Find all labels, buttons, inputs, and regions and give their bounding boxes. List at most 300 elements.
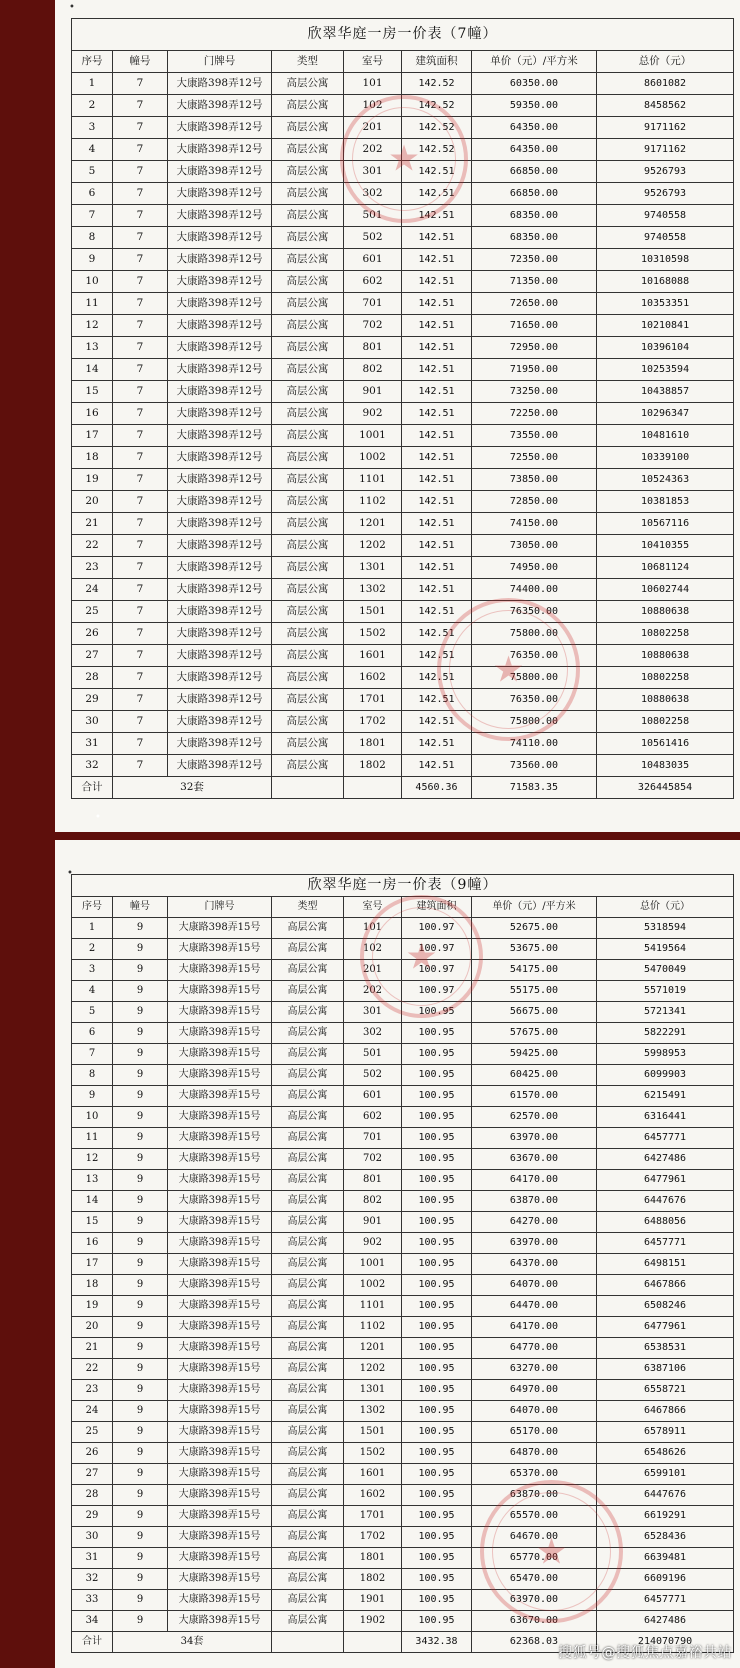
cell-area: 100.95: [402, 1506, 472, 1527]
cell-area: 100.95: [402, 1233, 472, 1254]
cell-type: 高层公寓: [272, 205, 344, 227]
cell-building: 9: [113, 1086, 168, 1107]
cell-total-price: 6528436: [597, 1527, 734, 1548]
cell-area: 100.95: [402, 1548, 472, 1569]
cell-total-price: 6488056: [597, 1212, 734, 1233]
cell-building: 9: [113, 1380, 168, 1401]
cell-seq: 9: [72, 249, 113, 271]
cell-building: 9: [113, 1002, 168, 1023]
cell-address: 大康路398弄12号: [168, 689, 272, 711]
cell-unit-price: 64070.00: [472, 1275, 597, 1296]
cell-building: 7: [113, 755, 168, 777]
total-unit-price: 62368.03: [472, 1632, 597, 1653]
cell-unit-price: 63970.00: [472, 1590, 597, 1611]
cell-seq: 19: [72, 1296, 113, 1317]
cell-seq: 8: [72, 227, 113, 249]
cell-total-price: 6498151: [597, 1254, 734, 1275]
cell-area: 100.95: [402, 1443, 472, 1464]
cell-address: 大康路398弄12号: [168, 95, 272, 117]
cell-total-price: 5571019: [597, 981, 734, 1002]
cell-type: 高层公寓: [272, 1191, 344, 1212]
cell-seq: 11: [72, 293, 113, 315]
price-table-building-7: [71, 18, 734, 799]
cell-area: 100.95: [402, 1149, 472, 1170]
cell-address: 大康路398弄12号: [168, 425, 272, 447]
table-row: [72, 1380, 734, 1401]
cell-room: 1002: [344, 1275, 402, 1296]
cell-type: 高层公寓: [272, 667, 344, 689]
cell-area: 100.95: [402, 1191, 472, 1212]
cell-seq: 34: [72, 1611, 113, 1632]
empty-cell: [272, 777, 344, 799]
cell-total-price: 6467866: [597, 1401, 734, 1422]
table-row: [72, 645, 734, 667]
cell-building: 7: [113, 183, 168, 205]
cell-address: 大康路398弄12号: [168, 579, 272, 601]
cell-area: 100.95: [402, 1464, 472, 1485]
table-row: [72, 1506, 734, 1527]
cell-building: 9: [113, 960, 168, 981]
cell-building: 9: [113, 1233, 168, 1254]
cell-area: 100.95: [402, 1023, 472, 1044]
cell-building: 9: [113, 1107, 168, 1128]
total-price: 326445854: [597, 777, 734, 799]
cell-seq: 25: [72, 1422, 113, 1443]
cell-building: 9: [113, 1212, 168, 1233]
table-row: [72, 918, 734, 939]
table-row: [72, 1044, 734, 1065]
cell-area: 100.95: [402, 1128, 472, 1149]
cell-building: 9: [113, 1170, 168, 1191]
cell-address: 大康路398弄12号: [168, 73, 272, 95]
cell-unit-price: 75800.00: [472, 711, 597, 733]
table-row: [72, 960, 734, 981]
cell-total-price: 6387106: [597, 1359, 734, 1380]
cell-type: 高层公寓: [272, 1023, 344, 1044]
cell-seq: 29: [72, 1506, 113, 1527]
empty-cell: [344, 777, 402, 799]
cell-unit-price: 74400.00: [472, 579, 597, 601]
cell-total-price: 6548626: [597, 1443, 734, 1464]
cell-total-price: 10880638: [597, 645, 734, 667]
cell-type: 高层公寓: [272, 1254, 344, 1275]
cell-building: 7: [113, 359, 168, 381]
scan-mark: •: [67, 868, 73, 879]
cell-unit-price: 76350.00: [472, 689, 597, 711]
cell-address: 大康路398弄12号: [168, 733, 272, 755]
cell-seq: 19: [72, 469, 113, 491]
cell-room: 1502: [344, 623, 402, 645]
table-row: [72, 1128, 734, 1149]
cell-room: 1302: [344, 579, 402, 601]
cell-building: 7: [113, 381, 168, 403]
cell-seq: 25: [72, 601, 113, 623]
cell-type: 高层公寓: [272, 601, 344, 623]
cell-total-price: 6538531: [597, 1338, 734, 1359]
cell-unit-price: 59425.00: [472, 1044, 597, 1065]
cell-unit-price: 73250.00: [472, 381, 597, 403]
empty-cell: [344, 1632, 402, 1653]
cell-unit-price: 72650.00: [472, 293, 597, 315]
cell-area: 142.52: [402, 73, 472, 95]
cell-room: 702: [344, 1149, 402, 1170]
cell-total-price: 9526793: [597, 161, 734, 183]
cell-address: 大康路398弄12号: [168, 623, 272, 645]
cell-area: 100.95: [402, 1107, 472, 1128]
table-row: [72, 117, 734, 139]
cell-building: 7: [113, 95, 168, 117]
cell-area: 100.95: [402, 1380, 472, 1401]
cell-address: 大康路398弄12号: [168, 183, 272, 205]
table-row: [72, 535, 734, 557]
cell-total-price: 6447676: [597, 1191, 734, 1212]
cell-building: 9: [113, 1506, 168, 1527]
header-row: [72, 51, 734, 73]
cell-total-price: 6447676: [597, 1485, 734, 1506]
cell-area: 100.95: [402, 1569, 472, 1590]
cell-room: 1702: [344, 711, 402, 733]
cell-unit-price: 56675.00: [472, 1002, 597, 1023]
cell-area: 142.51: [402, 183, 472, 205]
cell-address: 大康路398弄15号: [168, 1065, 272, 1086]
cell-type: 高层公寓: [272, 918, 344, 939]
cell-seq: 17: [72, 1254, 113, 1275]
cell-area: 142.51: [402, 315, 472, 337]
table-row: [72, 623, 734, 645]
cell-seq: 2: [72, 95, 113, 117]
cell-address: 大康路398弄12号: [168, 205, 272, 227]
cell-unit-price: 73560.00: [472, 755, 597, 777]
col-header-seq: 序号: [72, 897, 113, 918]
cell-total-price: 9171162: [597, 117, 734, 139]
cell-type: 高层公寓: [272, 1002, 344, 1023]
cell-area: 142.51: [402, 359, 472, 381]
cell-building: 7: [113, 667, 168, 689]
cell-area: 142.51: [402, 711, 472, 733]
cell-address: 大康路398弄15号: [168, 1191, 272, 1212]
empty-cell: [272, 1632, 344, 1653]
cell-address: 大康路398弄15号: [168, 1422, 272, 1443]
cell-total-price: 6578911: [597, 1422, 734, 1443]
cell-type: 高层公寓: [272, 425, 344, 447]
cell-address: 大康路398弄12号: [168, 667, 272, 689]
cell-type: 高层公寓: [272, 960, 344, 981]
cell-address: 大康路398弄12号: [168, 755, 272, 777]
cell-seq: 24: [72, 579, 113, 601]
cell-total-price: 6477961: [597, 1170, 734, 1191]
cell-unit-price: 57675.00: [472, 1023, 597, 1044]
cell-area: 100.95: [402, 1401, 472, 1422]
cell-building: 9: [113, 1443, 168, 1464]
cell-type: 高层公寓: [272, 1380, 344, 1401]
cell-area: 142.51: [402, 535, 472, 557]
cell-unit-price: 64770.00: [472, 1338, 597, 1359]
table-row: [72, 447, 734, 469]
cell-seq: 28: [72, 667, 113, 689]
table-row: [72, 425, 734, 447]
cell-unit-price: 60350.00: [472, 73, 597, 95]
cell-seq: 12: [72, 315, 113, 337]
cell-building: 7: [113, 711, 168, 733]
cell-area: 142.51: [402, 271, 472, 293]
total-row: [72, 777, 734, 799]
cell-unit-price: 74150.00: [472, 513, 597, 535]
cell-total-price: 6457771: [597, 1233, 734, 1254]
cell-address: 大康路398弄12号: [168, 337, 272, 359]
cell-area: 142.51: [402, 755, 472, 777]
cell-address: 大康路398弄15号: [168, 981, 272, 1002]
cell-type: 高层公寓: [272, 249, 344, 271]
cell-room: 301: [344, 1002, 402, 1023]
cell-address: 大康路398弄15号: [168, 1359, 272, 1380]
cell-area: 142.51: [402, 161, 472, 183]
total-area: 3432.38: [402, 1632, 472, 1653]
table-row: [72, 205, 734, 227]
cell-address: 大康路398弄15号: [168, 1338, 272, 1359]
cell-seq: 27: [72, 1464, 113, 1485]
total-count: 32套: [113, 777, 272, 799]
table-row: [72, 1569, 734, 1590]
cell-area: 142.52: [402, 95, 472, 117]
cell-room: 201: [344, 960, 402, 981]
cell-building: 7: [113, 425, 168, 447]
cell-building: 9: [113, 1275, 168, 1296]
cell-seq: 4: [72, 139, 113, 161]
cell-seq: 28: [72, 1485, 113, 1506]
cell-area: 142.51: [402, 491, 472, 513]
cell-type: 高层公寓: [272, 359, 344, 381]
table-row: [72, 711, 734, 733]
table-row: [72, 381, 734, 403]
cell-building: 9: [113, 1611, 168, 1632]
cell-unit-price: 55175.00: [472, 981, 597, 1002]
cell-type: 高层公寓: [272, 1443, 344, 1464]
cell-type: 高层公寓: [272, 1086, 344, 1107]
cell-room: 1502: [344, 1443, 402, 1464]
cell-area: 142.51: [402, 205, 472, 227]
cell-room: 101: [344, 73, 402, 95]
col-header-unit-price: 单价（元）/平方米: [472, 51, 597, 73]
cell-address: 大康路398弄12号: [168, 513, 272, 535]
cell-total-price: 6457771: [597, 1590, 734, 1611]
col-header-seq: 序号: [72, 51, 113, 73]
cell-seq: 16: [72, 403, 113, 425]
cell-total-price: 5721341: [597, 1002, 734, 1023]
cell-seq: 20: [72, 1317, 113, 1338]
cell-seq: 2: [72, 939, 113, 960]
cell-total-price: 10253594: [597, 359, 734, 381]
total-unit-price: 71583.35: [472, 777, 597, 799]
cell-type: 高层公寓: [272, 117, 344, 139]
cell-address: 大康路398弄15号: [168, 1611, 272, 1632]
cell-type: 高层公寓: [272, 513, 344, 535]
cell-area: 100.95: [402, 1254, 472, 1275]
cell-type: 高层公寓: [272, 755, 344, 777]
table-row: [72, 337, 734, 359]
cell-room: 701: [344, 1128, 402, 1149]
cell-building: 9: [113, 1464, 168, 1485]
cell-seq: 1: [72, 73, 113, 95]
cell-room: 1901: [344, 1590, 402, 1611]
cell-building: 9: [113, 1023, 168, 1044]
cell-address: 大康路398弄15号: [168, 1275, 272, 1296]
table-row: [72, 1485, 734, 1506]
cell-type: 高层公寓: [272, 381, 344, 403]
cell-unit-price: 73050.00: [472, 535, 597, 557]
table-row: [72, 1296, 734, 1317]
cell-seq: 20: [72, 491, 113, 513]
cell-total-price: 10524363: [597, 469, 734, 491]
cell-address: 大康路398弄15号: [168, 1044, 272, 1065]
cell-room: 1802: [344, 1569, 402, 1590]
cell-room: 102: [344, 939, 402, 960]
cell-area: 100.95: [402, 1296, 472, 1317]
price-table-building-9: [71, 874, 734, 1653]
cell-address: 大康路398弄12号: [168, 117, 272, 139]
cell-room: 1102: [344, 1317, 402, 1338]
cell-total-price: 8601082: [597, 73, 734, 95]
cell-area: 142.51: [402, 293, 472, 315]
cell-seq: 29: [72, 689, 113, 711]
cell-address: 大康路398弄15号: [168, 1548, 272, 1569]
table-row: [72, 293, 734, 315]
table-row: [72, 1422, 734, 1443]
cell-building: 7: [113, 249, 168, 271]
cell-room: 802: [344, 359, 402, 381]
cell-room: 302: [344, 1023, 402, 1044]
cell-room: 1902: [344, 1611, 402, 1632]
cell-seq: 16: [72, 1233, 113, 1254]
cell-room: 301: [344, 161, 402, 183]
cell-seq: 15: [72, 381, 113, 403]
cell-type: 高层公寓: [272, 981, 344, 1002]
cell-seq: 32: [72, 1569, 113, 1590]
cell-area: 100.95: [402, 1590, 472, 1611]
cell-room: 1601: [344, 1464, 402, 1485]
cell-unit-price: 71350.00: [472, 271, 597, 293]
table-row: [72, 161, 734, 183]
table-row: [72, 1443, 734, 1464]
table-row: [72, 1191, 734, 1212]
cell-total-price: 6467866: [597, 1275, 734, 1296]
cell-address: 大康路398弄12号: [168, 535, 272, 557]
cell-total-price: 5419564: [597, 939, 734, 960]
table-row: [72, 1359, 734, 1380]
cell-seq: 18: [72, 447, 113, 469]
cell-seq: 33: [72, 1590, 113, 1611]
cell-total-price: 10567116: [597, 513, 734, 535]
table-row: [72, 939, 734, 960]
cell-unit-price: 64070.00: [472, 1401, 597, 1422]
table-row: [72, 1254, 734, 1275]
cell-area: 142.51: [402, 601, 472, 623]
scan-mark: •: [95, 812, 101, 823]
cell-room: 1501: [344, 601, 402, 623]
cell-seq: 5: [72, 1002, 113, 1023]
cell-unit-price: 72950.00: [472, 337, 597, 359]
cell-area: 142.51: [402, 249, 472, 271]
cell-building: 9: [113, 1338, 168, 1359]
cell-seq: 9: [72, 1086, 113, 1107]
cell-seq: 13: [72, 337, 113, 359]
cell-building: 7: [113, 645, 168, 667]
table-row: [72, 1086, 734, 1107]
cell-area: 100.97: [402, 981, 472, 1002]
cell-total-price: 6558721: [597, 1380, 734, 1401]
cell-building: 7: [113, 623, 168, 645]
cell-total-price: 10681124: [597, 557, 734, 579]
price-sheet-building-7: [55, 0, 740, 832]
cell-total-price: 6316441: [597, 1107, 734, 1128]
cell-unit-price: 75800.00: [472, 667, 597, 689]
table-row: [72, 1170, 734, 1191]
cell-type: 高层公寓: [272, 535, 344, 557]
cell-seq: 21: [72, 513, 113, 535]
cell-type: 高层公寓: [272, 645, 344, 667]
cell-unit-price: 71950.00: [472, 359, 597, 381]
cell-area: 142.51: [402, 513, 472, 535]
table-row: [72, 1149, 734, 1170]
cell-seq: 7: [72, 1044, 113, 1065]
col-header-room: 室号: [344, 897, 402, 918]
cell-total-price: 6508246: [597, 1296, 734, 1317]
cell-type: 高层公寓: [272, 1569, 344, 1590]
cell-type: 高层公寓: [272, 1611, 344, 1632]
cell-total-price: 5470049: [597, 960, 734, 981]
cell-building: 9: [113, 1527, 168, 1548]
cell-building: 9: [113, 1191, 168, 1212]
cell-seq: 23: [72, 1380, 113, 1401]
cell-type: 高层公寓: [272, 1506, 344, 1527]
cell-room: 1701: [344, 1506, 402, 1527]
cell-total-price: 9740558: [597, 205, 734, 227]
cell-area: 100.95: [402, 1611, 472, 1632]
cell-building: 9: [113, 1254, 168, 1275]
cell-type: 高层公寓: [272, 1317, 344, 1338]
table-row: [72, 315, 734, 337]
cell-total-price: 10880638: [597, 689, 734, 711]
cell-total-price: 6477961: [597, 1317, 734, 1338]
cell-area: 142.51: [402, 667, 472, 689]
cell-seq: 31: [72, 733, 113, 755]
cell-address: 大康路398弄15号: [168, 1443, 272, 1464]
cell-unit-price: 63270.00: [472, 1359, 597, 1380]
cell-type: 高层公寓: [272, 1296, 344, 1317]
cell-area: 100.95: [402, 1527, 472, 1548]
cell-area: 100.95: [402, 1212, 472, 1233]
cell-seq: 27: [72, 645, 113, 667]
cell-building: 7: [113, 161, 168, 183]
cell-building: 7: [113, 403, 168, 425]
cell-seq: 15: [72, 1212, 113, 1233]
cell-type: 高层公寓: [272, 1275, 344, 1296]
scan-mark: •: [69, 2, 75, 13]
cell-address: 大康路398弄15号: [168, 1464, 272, 1485]
table-row: [72, 1002, 734, 1023]
cell-room: 202: [344, 981, 402, 1002]
cell-type: 高层公寓: [272, 1338, 344, 1359]
cell-unit-price: 52675.00: [472, 918, 597, 939]
cell-room: 801: [344, 1170, 402, 1191]
cell-address: 大康路398弄15号: [168, 1170, 272, 1191]
cell-type: 高层公寓: [272, 161, 344, 183]
cell-unit-price: 65470.00: [472, 1569, 597, 1590]
table-row: [72, 513, 734, 535]
cell-address: 大康路398弄12号: [168, 469, 272, 491]
col-header-area: 建筑面积: [402, 897, 472, 918]
cell-building: 9: [113, 918, 168, 939]
cell-room: 202: [344, 139, 402, 161]
